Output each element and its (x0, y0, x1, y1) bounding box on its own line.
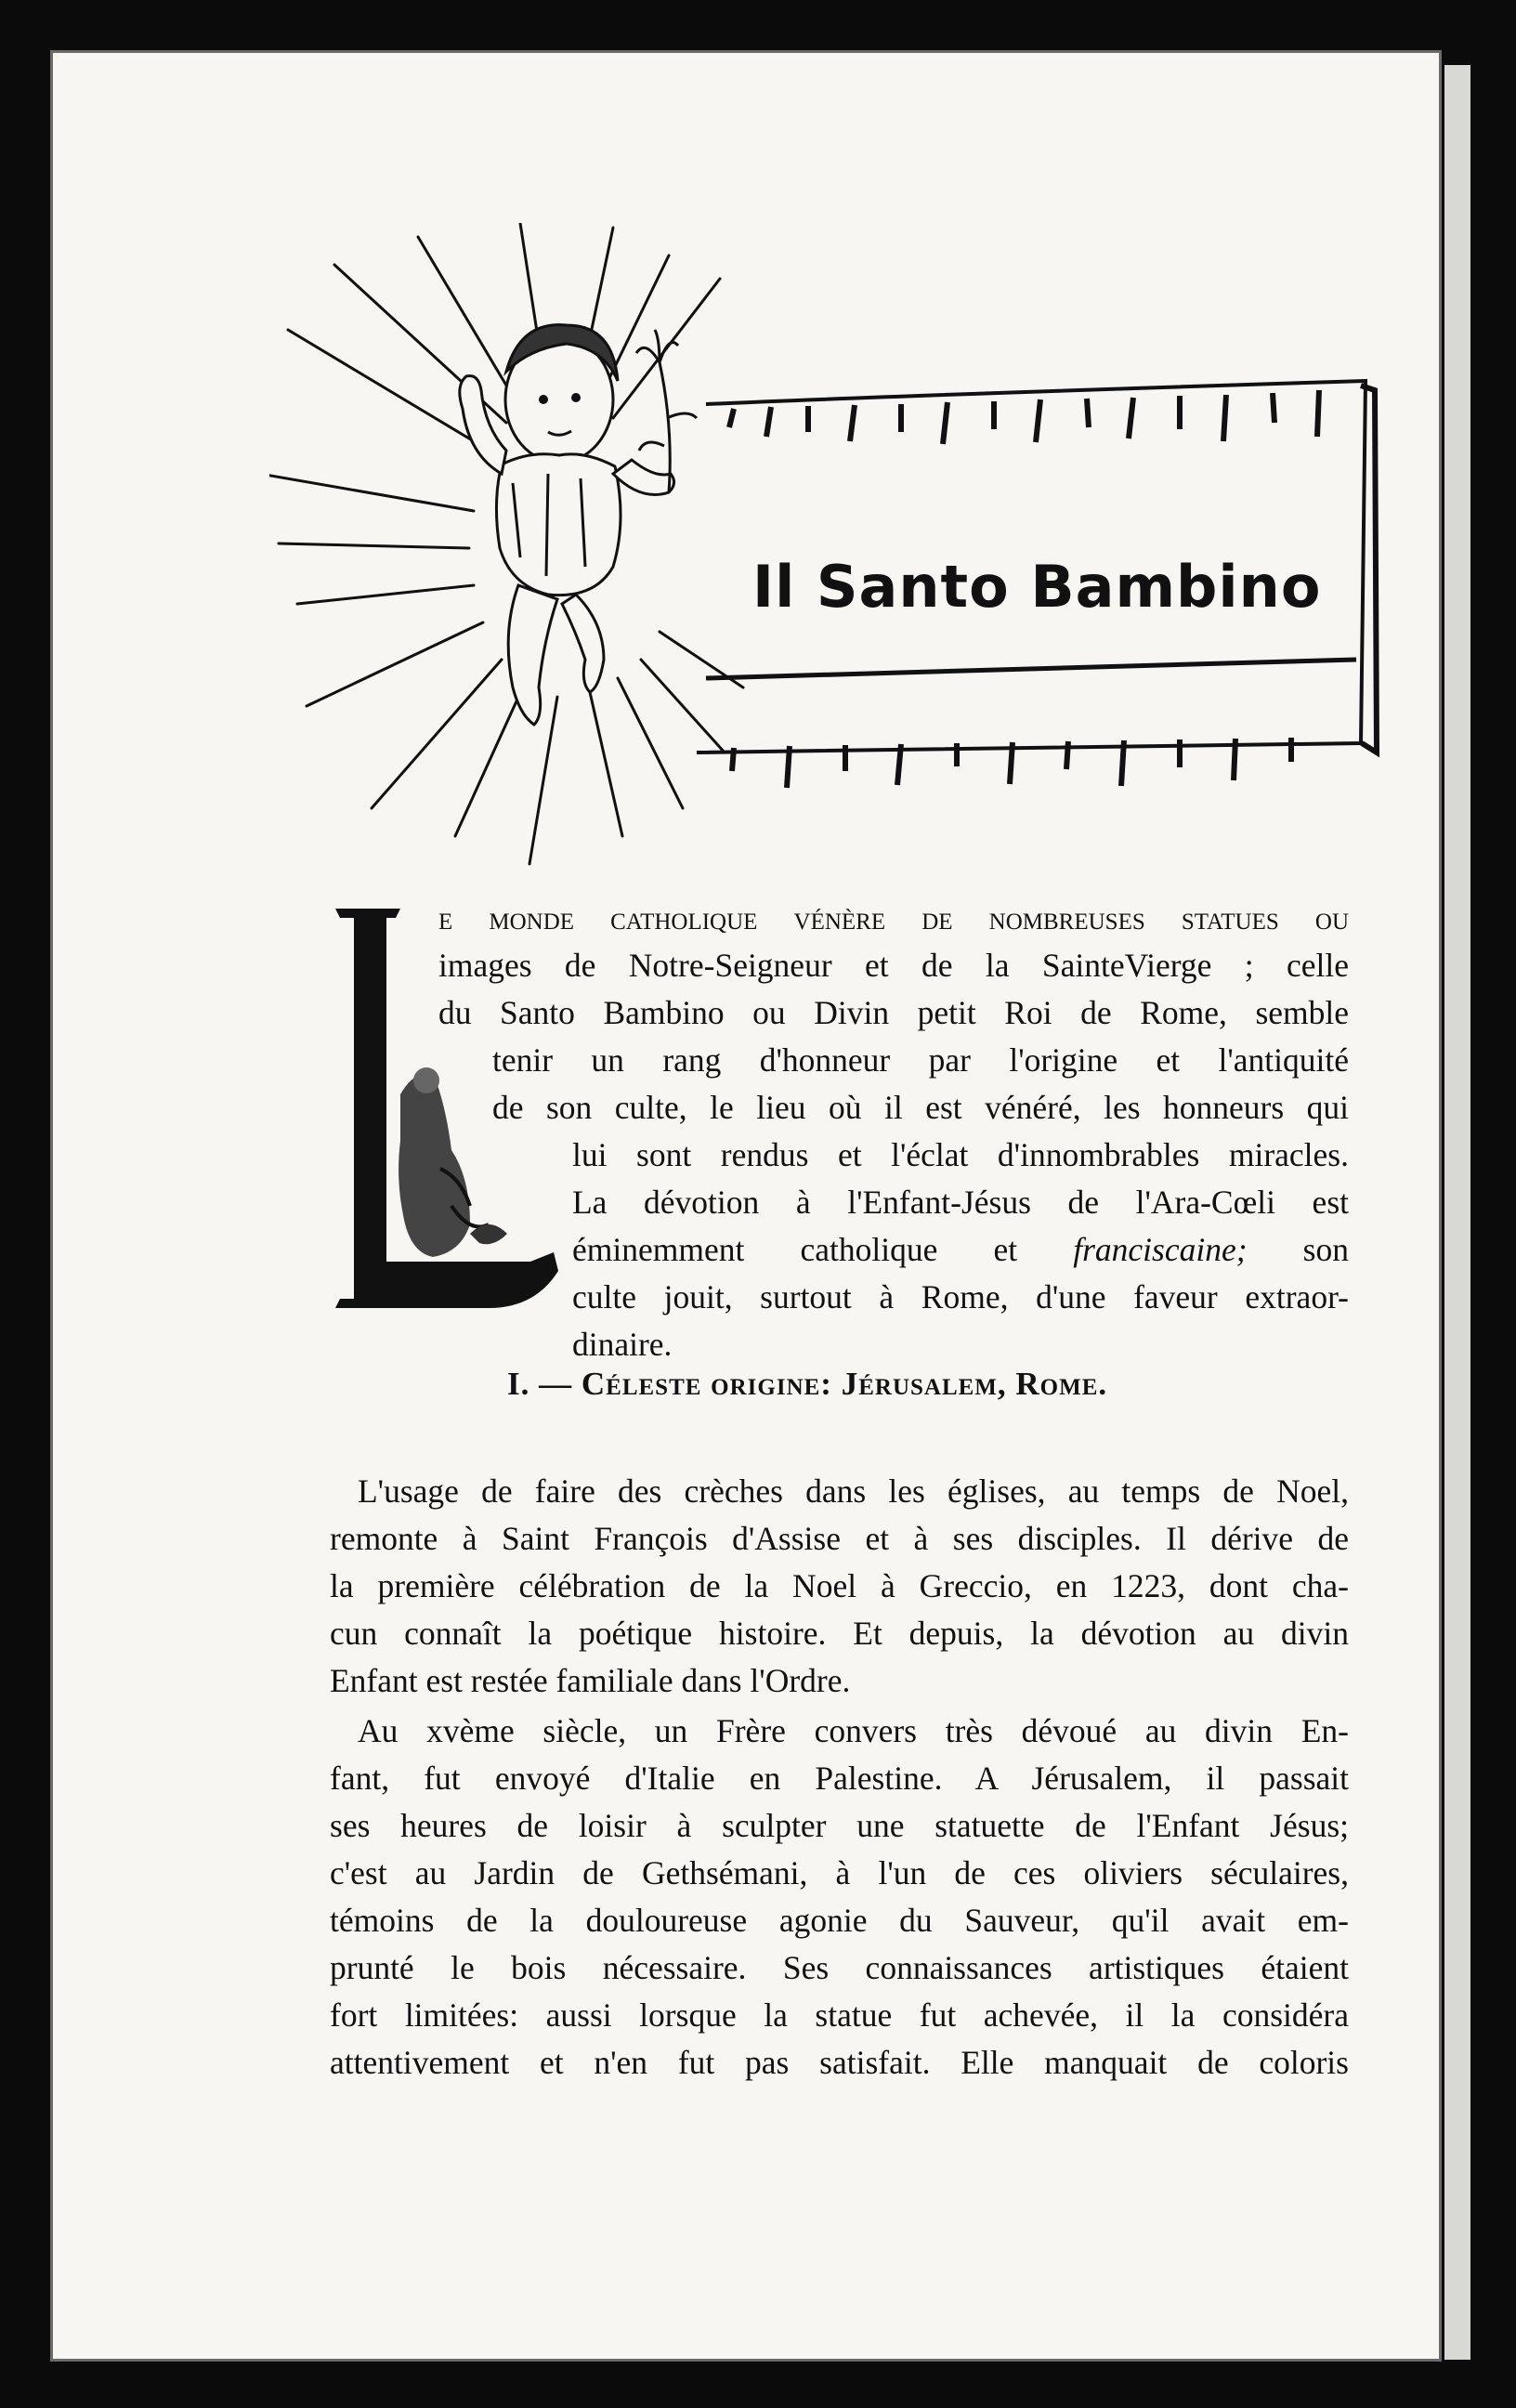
p2-line-4: c'est au Jardin de Gethsémani, à l'un de ces oliviers séculaires, (330, 1854, 1349, 1891)
p2-line-1: Au xvème siècle, un Frère convers très dévoué au divin En- (358, 1712, 1349, 1749)
intro-line-9: culte jouit, surtout à Rome, d'une faveur extraor- (572, 1278, 1349, 1315)
intro-line-8: éminemment catholique et franciscaine; son (572, 1231, 1349, 1268)
next-page-edge (1444, 65, 1470, 2360)
intro-line-1: e monde catholique vénère de nombreuses statues ou (438, 899, 1349, 936)
intro-line-6: lui sont rendus et l'éclat d'innombrables miracles. (572, 1136, 1349, 1173)
page-title: Il Santo Bambino (752, 553, 1322, 621)
intro-line-7: La dévotion à l'Enfant-Jésus de l'Ara-Cœli est (572, 1184, 1349, 1221)
p1-line-3: la première célébration de la Noel à Greccio, en 1223, dont cha- (330, 1567, 1349, 1604)
intro-line-5: de son culte, le lieu où il est vénéré, les honneurs qui (492, 1089, 1349, 1126)
santo-bambino-illustration (269, 223, 1384, 873)
intro-line-2: images de Notre-Seigneur et de la SainteVierge ; celle (438, 947, 1349, 984)
p2-line-6: prunté le bois nécessaire. Ses connaissances artistiques étaient (330, 1949, 1349, 1986)
intro-line-3: du Santo Bambino ou Divin petit Roi de Rome, semble (438, 994, 1349, 1031)
p1-line-2: remonte à Saint François d'Assise et à ses disciples. Il dérive de (330, 1520, 1349, 1557)
intro-line-10: dinaire. (572, 1326, 673, 1363)
p1-line-5: Enfant est restée familiale dans l'Ordre. (330, 1662, 851, 1699)
p1-line-1: L'usage de faire des crèches dans les églises, au temps de Noel, (358, 1472, 1349, 1510)
p2-line-8: attentivement et n'en fut pas satisfait. Elle manquait de coloris (330, 2044, 1349, 2081)
p2-line-5: témoins de la douloureuse agonie du Sauveur, qu'il avait em- (330, 1902, 1349, 1939)
p1-line-4: cun connaît la poétique histoire. Et depuis, la dévotion au divin (330, 1615, 1349, 1652)
p2-line-2: fant, fut envoyé d'Italie en Palestine. A Jérusalem, il passait (330, 1760, 1349, 1797)
intro-line-4: tenir un rang d'honneur par l'origine et l'antiquité (492, 1041, 1349, 1079)
p2-line-3: ses heures de loisir à sculpter une statuette de l'Enfant Jésus; (330, 1807, 1349, 1844)
section-heading: I. — Céleste origine: Jérusalem, Rome. (507, 1366, 1108, 1402)
p2-line-7: fort limitées: aussi lorsque la statue fut achevée, il la considéra (330, 1996, 1349, 2034)
